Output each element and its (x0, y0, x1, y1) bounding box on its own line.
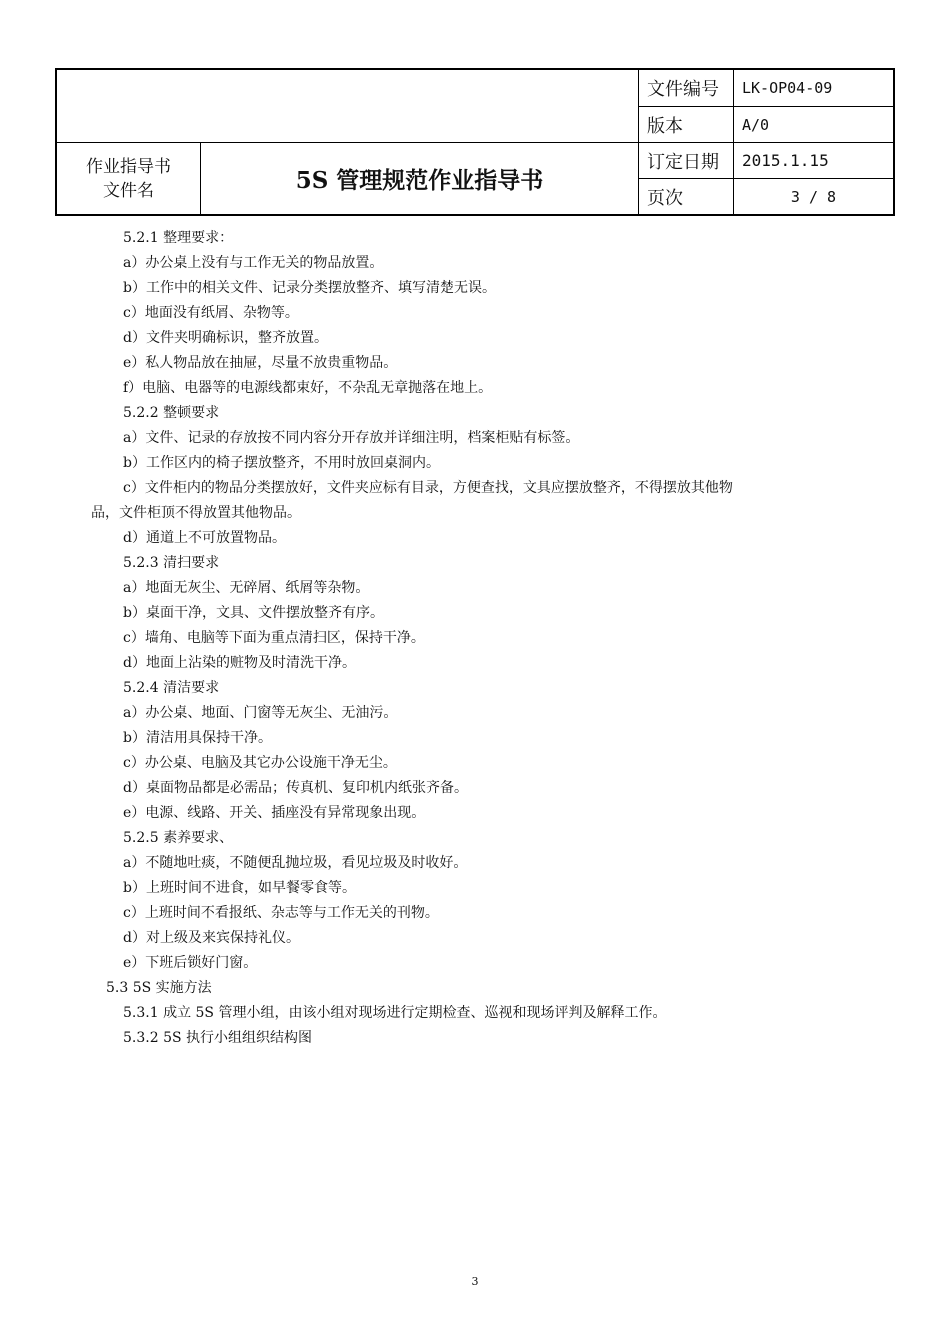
list-item: d）桌面物品都是必需品；传真机、复印机内纸张齐备。 (123, 780, 468, 796)
list-item: c）上班时间不看报纸、杂志等与工作无关的刊物。 (123, 905, 439, 921)
page-number-footer: 3 (471, 1275, 479, 1288)
page-label: 页次 (647, 187, 683, 209)
list-item: d）对上级及来宾保持礼仪。 (123, 930, 300, 946)
section-heading: 5.3 5S 实施方法 (106, 980, 212, 996)
list-item: d）通道上不可放置物品。 (123, 530, 286, 546)
list-item: c）墙角、电脑等下面为重点清扫区，保持干净。 (123, 630, 425, 646)
list-item-continuation: 品，文件柜顶不得放置其他物品。 (91, 505, 301, 521)
list-item: e）私人物品放在抽屉，尽量不放贵重物品。 (123, 355, 398, 371)
list-item: e）电源、线路、开关、插座没有异常现象出现。 (123, 805, 426, 821)
version-label: 版本 (647, 115, 683, 137)
section-heading: 5.2.2 整顿要求 (123, 405, 220, 421)
list-item: b）桌面干净，文具、文件摆放整齐有序。 (123, 605, 384, 621)
list-item: b）清洁用具保持干净。 (123, 730, 272, 746)
doc-type-label-line1: 作业指导书 (86, 156, 171, 177)
list-item: b）工作区内的椅子摆放整齐，不用时放回桌洞内。 (123, 455, 440, 471)
date-label: 订定日期 (647, 151, 719, 173)
date-value: 2015.1.15 (742, 151, 829, 170)
doc-type-label-line2: 文件名 (103, 180, 154, 201)
list-item: c）地面没有纸屑、杂物等。 (123, 305, 299, 321)
page-value: 3 / 8 (790, 187, 837, 206)
list-item: d）地面上沾染的赃物及时清洗干净。 (123, 655, 356, 671)
section-heading: 5.2.5 素养要求、 (123, 830, 234, 846)
list-item: a）办公桌上没有与工作无关的物品放置。 (123, 255, 384, 271)
section-heading: 5.2.4 清洁要求 (123, 680, 220, 696)
doc-type-label (57, 143, 200, 214)
section-heading: 5.2.3 清扫要求 (123, 555, 220, 571)
list-item: a）文件、记录的存放按不同内容分开存放并详细注明，档案柜贴有标签。 (123, 430, 580, 446)
list-item: d）文件夹明确标识，整齐放置。 (123, 330, 328, 346)
list-item: c）办公桌、电脑及其它办公设施干净无尘。 (123, 755, 397, 771)
list-item: e）下班后锁好门窗。 (123, 955, 258, 971)
document-header-table (55, 68, 895, 216)
section-heading: 5.2.1 整理要求： (123, 230, 234, 246)
list-item: b）工作中的相关文件、记录分类摆放整齐、填写清楚无误。 (123, 280, 496, 296)
list-item: f）电脑、电器等的电源线都束好，不杂乱无章抛落在地上。 (123, 380, 493, 396)
version-value: A/0 (742, 115, 770, 134)
list-item: b）上班时间不进食，如早餐零食等。 (123, 880, 356, 896)
list-item: 5.3.2 5S 执行小组组织结构图 (123, 1030, 313, 1046)
list-item: a）不随地吐痰，不随便乱抛垃圾，看见垃圾及时收好。 (123, 855, 468, 871)
list-item: a）地面无灰尘、无碎屑、纸屑等杂物。 (123, 580, 370, 596)
document-title: 5S 管理规范作业指导书 (295, 167, 544, 194)
doc-number-value: LK-OP04-09 (742, 79, 833, 97)
list-item: a）办公桌、地面、门窗等无灰尘、无油污。 (123, 705, 398, 721)
list-item: c）文件柜内的物品分类摆放好，文件夹应标有目录，方便查找，文具应摆放整齐，不得摆放其他物 (123, 480, 733, 496)
doc-number-label: 文件编号 (647, 79, 719, 100)
list-item: 5.3.1 成立 5S 管理小组，由该小组对现场进行定期检查、巡视和现场评判及解释工作。 (123, 1005, 667, 1021)
